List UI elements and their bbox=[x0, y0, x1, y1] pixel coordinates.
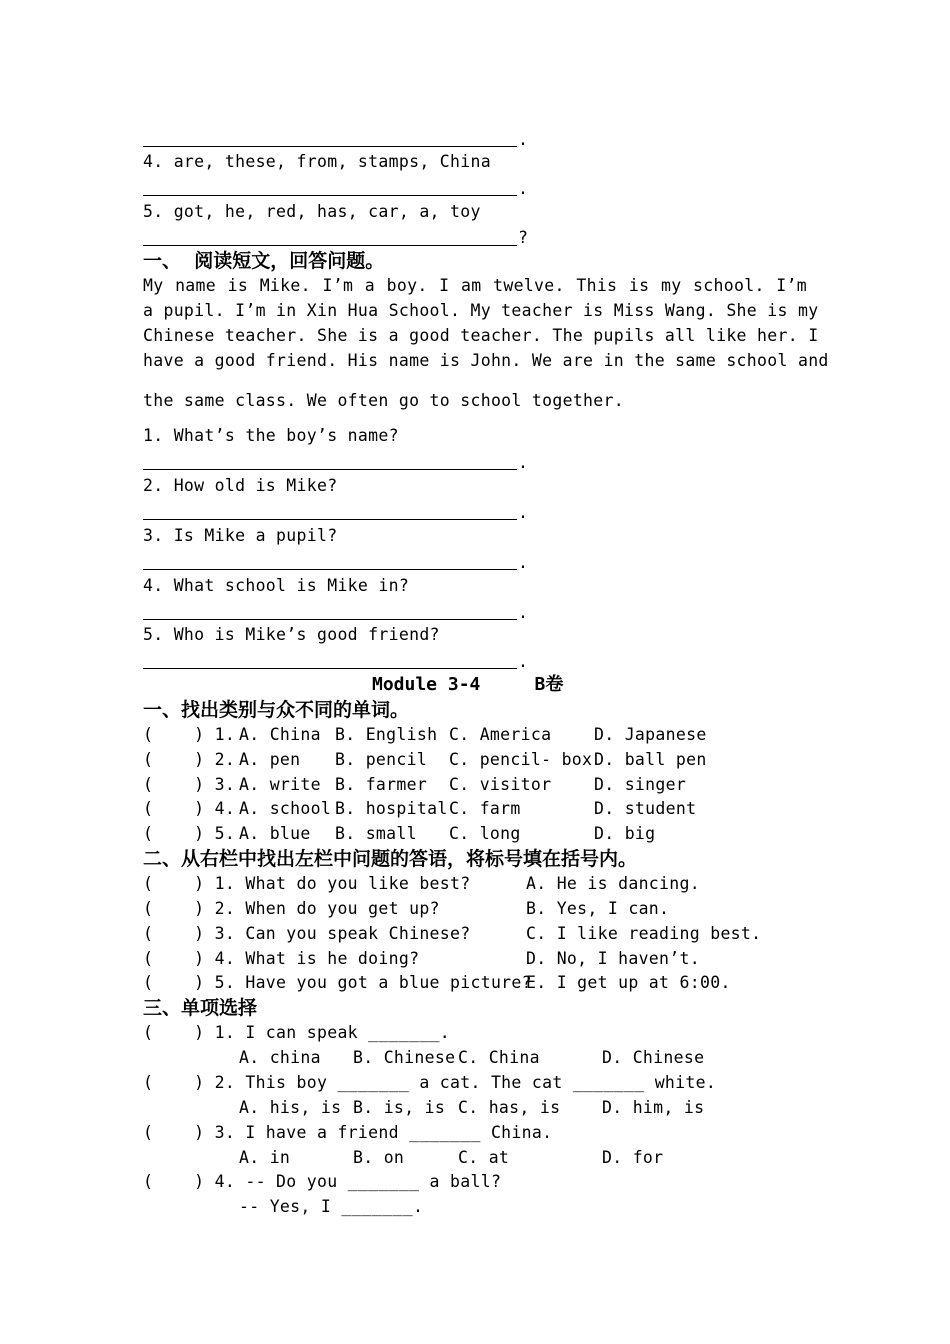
answer-bracket[interactable]: ( ) 3. bbox=[143, 775, 236, 794]
section-heading-matching: 二、从右栏中找出左栏中问题的答语，将标号填在括号内。 bbox=[143, 848, 638, 870]
sentence-prompt: 5. got, he, red, has, car, a, toy bbox=[143, 202, 481, 221]
option-a: A. in bbox=[239, 1148, 291, 1167]
answer-blank[interactable] bbox=[143, 195, 517, 196]
matching-question[interactable]: ( ) 3. Can you speak Chinese? bbox=[143, 924, 471, 943]
matching-answer: D. No, I haven’t. bbox=[526, 949, 700, 968]
reading-question: 1. What’s the boy’s name? bbox=[143, 426, 399, 445]
matching-answer: E. I get up at 6:00. bbox=[526, 973, 731, 992]
blank-end-mark: . bbox=[518, 179, 528, 198]
answer-blank[interactable] bbox=[143, 619, 517, 620]
section-heading-reading: 一、 阅读短文，回答问题。 bbox=[143, 250, 385, 272]
dialogue-line: -- Yes, I _______. bbox=[239, 1197, 424, 1216]
option-b: B. on bbox=[353, 1148, 405, 1167]
blank-end-mark: . bbox=[518, 603, 528, 622]
mc-question-stem[interactable]: ( ) 1. I can speak _______. bbox=[143, 1023, 451, 1042]
answer-blank[interactable] bbox=[143, 569, 517, 570]
option-b: B. pencil bbox=[335, 750, 428, 769]
module-title: Module 3-4 B卷 bbox=[372, 674, 564, 695]
matching-answer: B. Yes, I can. bbox=[526, 899, 670, 918]
option-c: C. long bbox=[449, 824, 521, 843]
answer-bracket[interactable]: ( ) 4. bbox=[143, 799, 236, 818]
sentence-prompt: 4. are, these, from, stamps, China bbox=[143, 152, 491, 171]
matching-question[interactable]: ( ) 5. Have you got a blue picture? bbox=[143, 973, 532, 992]
matching-question[interactable]: ( ) 1. What do you like best? bbox=[143, 874, 471, 893]
option-a: A. school bbox=[239, 799, 332, 818]
blank-end-mark: . bbox=[518, 130, 528, 149]
blank-end-mark: . bbox=[518, 553, 528, 572]
passage-line: Chinese teacher. She is a good teacher. The pupils all like her. I bbox=[143, 326, 819, 345]
option-b: B. English bbox=[335, 725, 438, 744]
option-a: A. his, is bbox=[239, 1098, 342, 1117]
reading-question: 3. Is Mike a pupil? bbox=[143, 526, 338, 545]
reading-passage bbox=[143, 276, 829, 416]
matching-answer: C. I like reading best. bbox=[526, 924, 762, 943]
option-a: A. china bbox=[239, 1048, 321, 1067]
option-a: A. pen bbox=[239, 750, 301, 769]
passage-line: My name is Mike. I’m a boy. I am twelve. This is my school. I’m bbox=[143, 276, 807, 295]
option-d: D. big bbox=[594, 824, 656, 843]
option-d: D. ball pen bbox=[594, 750, 707, 769]
answer-blank[interactable] bbox=[143, 245, 517, 246]
passage-line: have a good friend. His name is John. We are in the same school and bbox=[143, 351, 829, 370]
option-c: C. at bbox=[458, 1148, 510, 1167]
option-d: D. Chinese bbox=[602, 1048, 705, 1067]
option-d: D. singer bbox=[594, 775, 687, 794]
option-b: B. small bbox=[335, 824, 417, 843]
answer-bracket[interactable]: ( ) 5. bbox=[143, 824, 236, 843]
option-b: B. Chinese bbox=[353, 1048, 456, 1067]
answer-blank[interactable] bbox=[143, 519, 517, 520]
blank-end-mark: ? bbox=[518, 228, 528, 247]
option-c: C. China bbox=[458, 1048, 540, 1067]
option-a: A. blue bbox=[239, 824, 311, 843]
blank-end-mark: . bbox=[518, 453, 528, 472]
reading-question: 4. What school is Mike in? bbox=[143, 576, 410, 595]
matching-question[interactable]: ( ) 4. What is he doing? bbox=[143, 949, 420, 968]
option-c: C. pencil- box bbox=[449, 750, 593, 769]
matching-answer: A. He is dancing. bbox=[526, 874, 700, 893]
answer-blank[interactable] bbox=[143, 469, 517, 470]
answer-blank[interactable] bbox=[143, 668, 517, 669]
option-d: D. Japanese bbox=[594, 725, 707, 744]
section-heading-odd-one-out: 一、找出类别与众不同的单词。 bbox=[143, 699, 410, 721]
mc-question-stem[interactable]: ( ) 3. I have a friend _______ China. bbox=[143, 1123, 553, 1142]
option-a: A. write bbox=[239, 775, 321, 794]
answer-bracket[interactable]: ( ) 2. bbox=[143, 750, 236, 769]
option-b: B. is, is bbox=[353, 1098, 446, 1117]
option-a: A. China bbox=[239, 725, 321, 744]
option-d: D. him, is bbox=[602, 1098, 705, 1117]
mc-question-stem[interactable]: ( ) 2. This boy _______ a cat. The cat _______ white. bbox=[143, 1073, 717, 1092]
answer-bracket[interactable]: ( ) 1. bbox=[143, 725, 236, 744]
passage-line: a pupil. I’m in Xin Hua School. My teacher is Miss Wang. She is my bbox=[143, 301, 819, 320]
option-c: C. America bbox=[449, 725, 552, 744]
blank-end-mark: . bbox=[518, 652, 528, 671]
reading-question: 5. Who is Mike’s good friend? bbox=[143, 625, 440, 644]
section-heading-multiple-choice: 三、单项选择 bbox=[143, 997, 258, 1019]
mc-question-stem[interactable]: ( ) 4. -- Do you _______ a ball? bbox=[143, 1172, 502, 1191]
option-c: C. farm bbox=[449, 799, 521, 818]
answer-blank[interactable] bbox=[143, 146, 517, 147]
option-d: D. for bbox=[602, 1148, 664, 1167]
option-c: C. has, is bbox=[458, 1098, 561, 1117]
option-b: B. farmer bbox=[335, 775, 428, 794]
passage-line: the same class. We often go to school together. bbox=[143, 391, 624, 410]
reading-question: 2. How old is Mike? bbox=[143, 476, 338, 495]
matching-question[interactable]: ( ) 2. When do you get up? bbox=[143, 899, 440, 918]
option-d: D. student bbox=[594, 799, 697, 818]
option-c: C. visitor bbox=[449, 775, 552, 794]
blank-end-mark: . bbox=[518, 503, 528, 522]
option-b: B. hospital bbox=[335, 799, 448, 818]
